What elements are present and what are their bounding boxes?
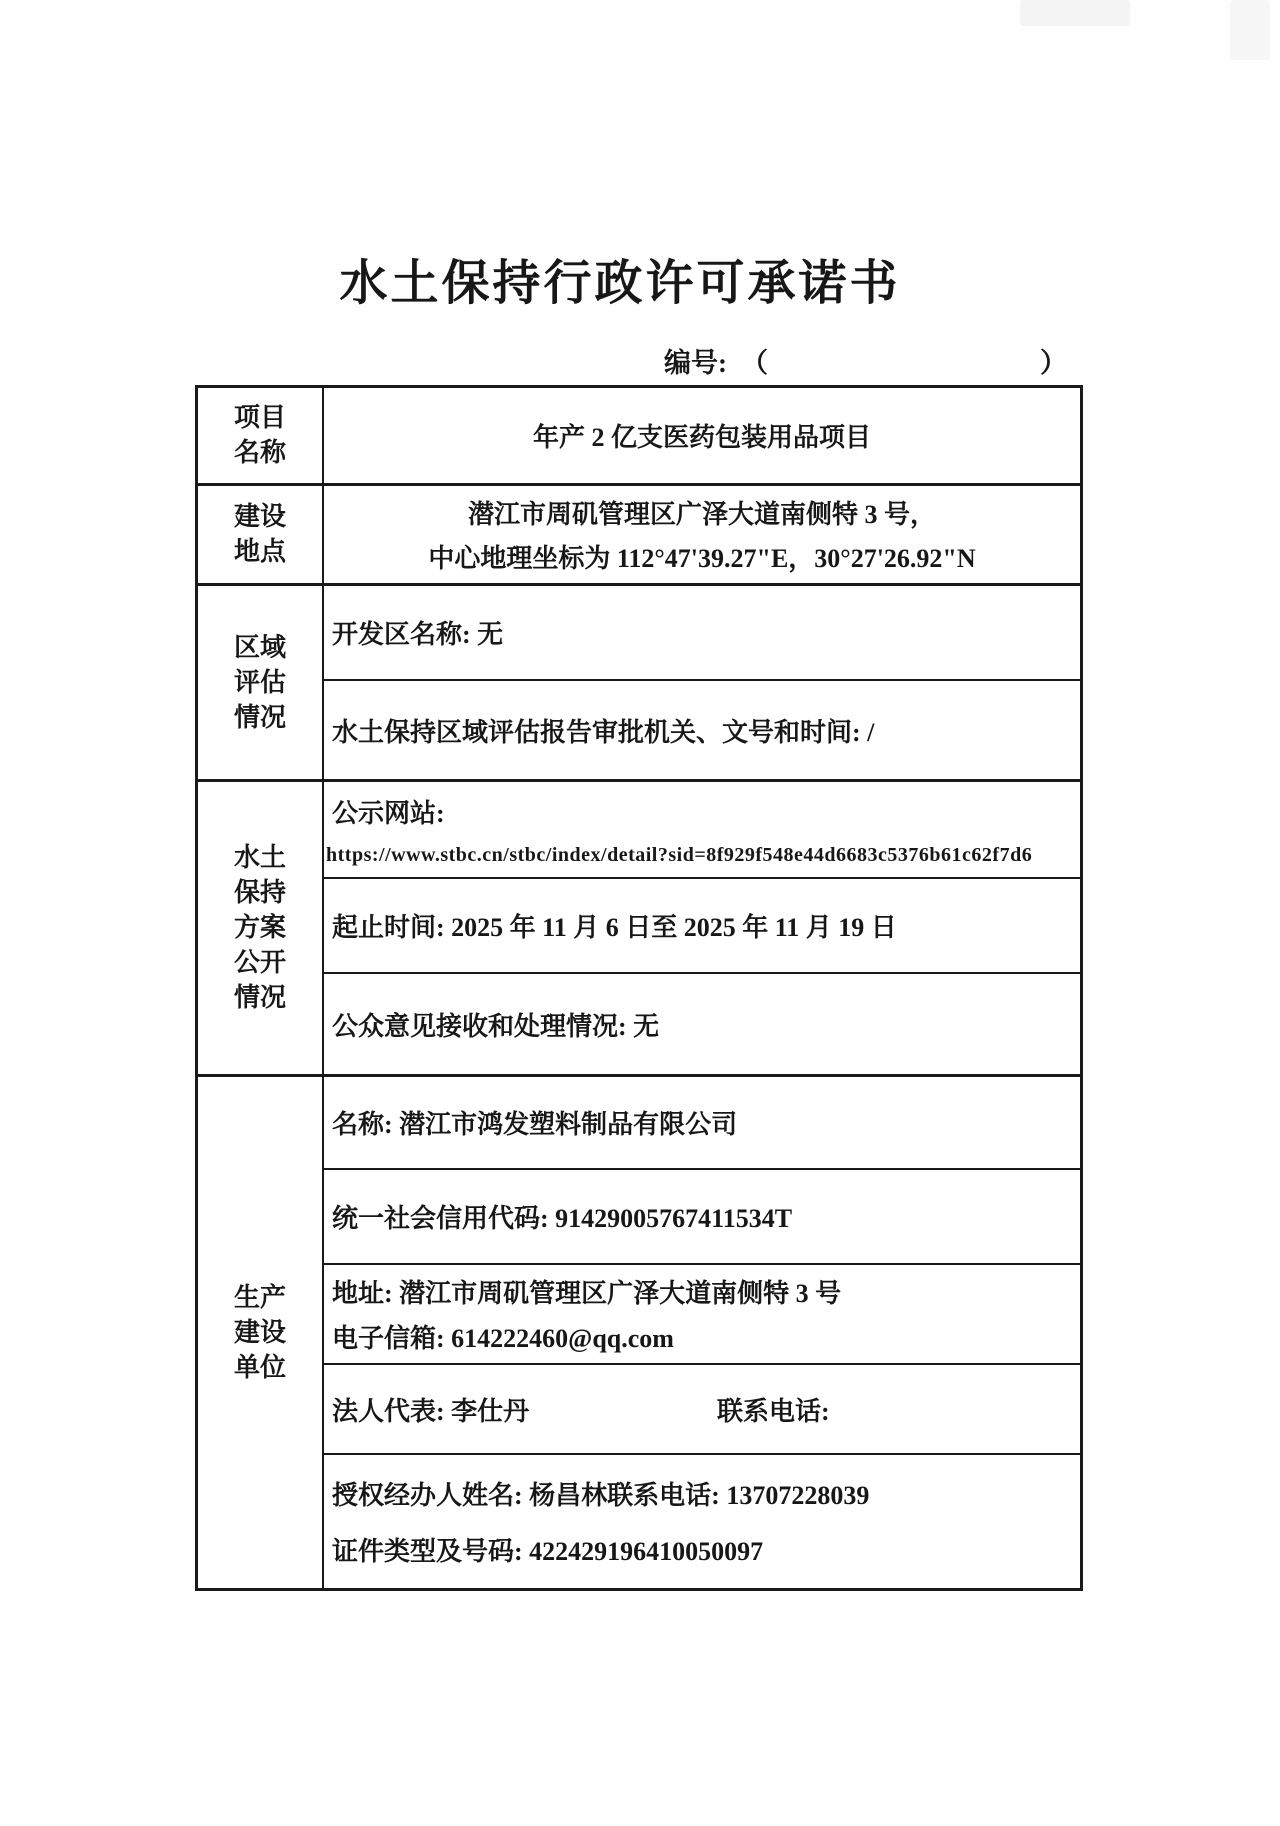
scan-artifact (1230, 0, 1270, 60)
header-construction-unit (198, 1077, 324, 1588)
agent-name-value: 授权经办人姓名: 杨昌林 (332, 1480, 608, 1510)
address-email-cell (324, 1265, 1080, 1365)
serial-open-paren: （ (741, 348, 768, 378)
legal-rep-value: 法人代表: 李仕丹 (332, 1396, 530, 1426)
site-address-line: 潜江市周矶管理区广泽大道南侧特 3 号， (467, 499, 936, 529)
header-construction-site (198, 486, 324, 583)
publicity-website-cell (324, 782, 1080, 879)
header-line: 名称 (233, 438, 286, 467)
serial-close-paren: ） (1040, 348, 1067, 378)
site-coordinates-line: 中心地理坐标为 112°47'39.27"E，30°27'26.92"N (428, 544, 976, 574)
unit-name-value: 名称: 潜江市鸿发塑料制品有限公司 (332, 1110, 738, 1139)
header-project-name (198, 388, 324, 483)
header-plan-disclosure (198, 782, 324, 1074)
unit-email-value: 电子信箱: 614222460@qq.com (332, 1324, 674, 1353)
project-name-value: 年产 2 亿支医药包装用品项目 (532, 423, 871, 452)
scan-artifact (1020, 0, 1130, 26)
serial-number-line (664, 341, 1067, 380)
header-line: 项目 (233, 403, 286, 432)
publicity-website-url: https://www.stbc.cn/stbc/index/detail?sid=8f929f548e44d6683c5376b61c62f7d6 (326, 843, 1033, 866)
document-title: 水土保持行政许可承诺书 (339, 257, 901, 310)
form-table (195, 385, 1083, 1591)
header-line: 建设 (233, 502, 286, 531)
regional-evaluation-content (324, 586, 1080, 779)
publicity-period-value: 起止时间: 2025 年 11 月 6 日至 2025 年 11 月 19 日 (332, 913, 897, 942)
section-plan-disclosure (198, 782, 1080, 1077)
section-construction-unit (198, 1077, 1080, 1588)
section-construction-site (198, 486, 1080, 586)
header-line: 情况 (233, 702, 286, 732)
eval-report-cell (324, 681, 1080, 779)
public-opinion-value: 公众意见接收和处理情况: 无 (332, 1011, 660, 1041)
construction-site-content (324, 486, 1080, 583)
plan-disclosure-content (324, 782, 1080, 1074)
construction-site-cell (324, 486, 1080, 583)
header-line: 生产 (233, 1282, 286, 1312)
header-line: 方案 (233, 913, 286, 942)
construction-unit-content (324, 1077, 1080, 1588)
header-line: 情况 (233, 983, 286, 1012)
project-name-cell (324, 388, 1080, 483)
header-line: 单位 (233, 1352, 286, 1382)
header-line: 区域 (233, 632, 286, 662)
credit-code-cell (324, 1170, 1080, 1265)
credit-code-value: 统一社会信用代码: 91429005767411534T (332, 1204, 793, 1233)
dev-zone-value: 开发区名称: 无 (332, 620, 504, 649)
section-regional-evaluation (198, 586, 1080, 782)
publicity-period-cell (324, 879, 1080, 974)
serial-label: 编号: (664, 348, 727, 378)
unit-address-value: 地址: 潜江市周矶管理区广泽大道南侧特 3 号 (332, 1279, 842, 1308)
public-opinion-cell (324, 974, 1080, 1074)
header-line: 地点 (233, 537, 286, 566)
unit-name-cell (324, 1077, 1080, 1170)
legal-rep-phone-label: 联系电话: (717, 1396, 830, 1426)
publicity-website-label: 公示网站: (332, 798, 445, 828)
agent-cell (324, 1455, 1080, 1588)
project-name-content (324, 388, 1080, 483)
header-line: 保持 (233, 878, 286, 907)
header-line: 水土 (233, 843, 286, 872)
header-regional-evaluation (198, 586, 324, 779)
agent-id-value: 证件类型及号码: 422429196410050097 (332, 1537, 764, 1567)
eval-report-value: 水土保持区域评估报告审批机关、文号和时间: / (332, 717, 875, 747)
header-line: 建设 (233, 1317, 286, 1347)
dev-zone-cell (324, 586, 1080, 681)
header-line: 公开 (233, 948, 286, 977)
section-project-name (198, 388, 1080, 486)
agent-phone-value: 联系电话: 13707228039 (607, 1480, 870, 1510)
legal-rep-cell (324, 1365, 1080, 1455)
header-line: 评估 (233, 667, 286, 697)
